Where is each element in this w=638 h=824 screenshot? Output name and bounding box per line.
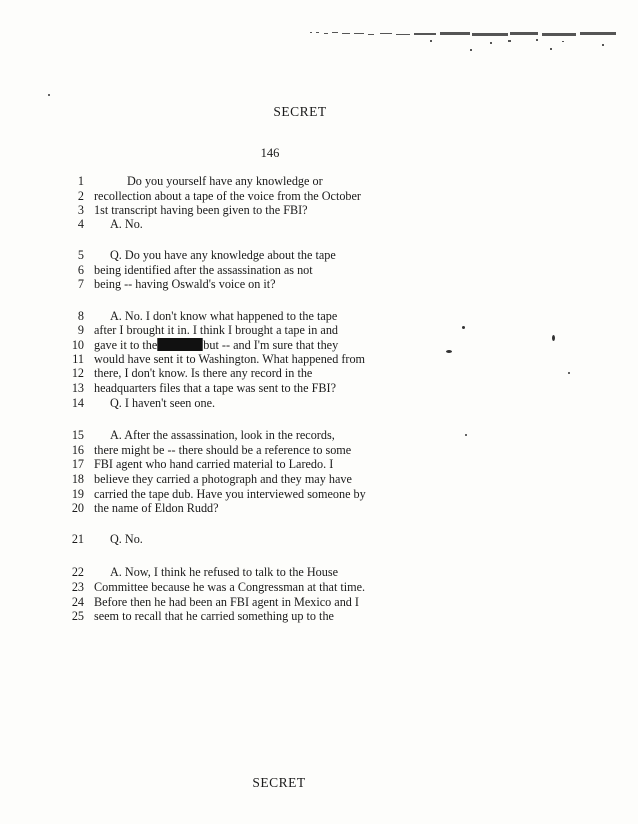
line-number: 20 [71, 501, 84, 515]
transcript-line [60, 263, 313, 278]
line-number: 10 [71, 338, 84, 352]
line-number: 16 [71, 443, 84, 457]
transcript-line [60, 309, 337, 324]
transcript-line [60, 487, 366, 502]
line-number: 15 [71, 428, 84, 442]
transcript-line [60, 595, 359, 610]
line-number: 4 [77, 217, 84, 231]
transcript-line [60, 565, 338, 580]
line-number: 23 [71, 580, 84, 594]
line-text: Committee because he was a Congressman at that time. [94, 580, 366, 594]
scan-speck [446, 350, 452, 353]
line-number: 7 [77, 277, 84, 291]
line-text: being -- having Oswald's voice on it? [94, 277, 276, 291]
line-text: Q. Do you have any knowledge about the tape [110, 248, 336, 262]
line-number: 19 [71, 487, 84, 501]
line-number: 11 [72, 352, 84, 366]
line-number: 3 [77, 203, 84, 217]
transcript-line [60, 323, 338, 338]
line-text: recollection about a tape of the voice from the October [94, 189, 361, 203]
line-text: Q. No. [110, 532, 143, 546]
line-text: there, I don't know. Is there any record in the [94, 366, 313, 380]
line-number: 9 [77, 323, 84, 337]
scan-noise-artifact [310, 28, 620, 52]
transcript-line [60, 277, 276, 292]
page-number: 146 [260, 146, 280, 160]
line-number: 17 [71, 457, 84, 471]
line-text: after I brought it in. I think I brought a tape in and [94, 323, 339, 337]
line-text: would have sent it to Washington. What happened from [94, 352, 366, 366]
line-number: 13 [71, 381, 84, 395]
line-number: 22 [71, 565, 84, 579]
line-number: 21 [71, 532, 84, 546]
line-number: 12 [71, 366, 84, 380]
transcript-line [60, 396, 215, 411]
line-text: Do you yourself have any knowledge or [127, 174, 323, 188]
line-text-after-redaction: but -- and I'm sure that they [203, 338, 339, 352]
scan-speck [462, 326, 465, 329]
line-text: 1st transcript having been given to the FBI? [94, 203, 308, 217]
line-text: Before then he had been an FBI agent in Mexico and I [94, 595, 359, 609]
line-number: 14 [71, 396, 84, 410]
classification-footer: SECRET [252, 775, 306, 790]
transcript-line [60, 352, 365, 367]
line-text: A. After the assassination, look in the records, [110, 428, 335, 442]
transcript-line [60, 174, 323, 189]
line-text: Q. I haven't seen one. [110, 396, 216, 410]
line-text: FBI agent who hand carried material to Laredo. I [94, 457, 334, 471]
transcript-line [60, 189, 361, 204]
scan-speck [465, 434, 467, 436]
transcript-line [60, 217, 143, 232]
transcript-line [60, 457, 333, 472]
line-text: A. Now, I think he refused to talk to the House [110, 565, 339, 579]
line-text: there might be -- there should be a reference to some [94, 443, 352, 457]
scan-speck [48, 94, 50, 96]
transcript-line [60, 501, 219, 516]
scan-speck [568, 372, 570, 374]
scan-speck [552, 335, 555, 341]
transcript-line [60, 248, 336, 263]
line-text: A. No. I don't know what happened to the tape [110, 309, 338, 323]
line-text-before-redaction: gave it to the [94, 338, 158, 352]
transcript-line [60, 338, 338, 353]
line-text: the name of Eldon Rudd? [94, 501, 219, 515]
transcript-line [60, 203, 308, 218]
line-text: being identified after the assassination as not [94, 263, 313, 277]
transcript-line [60, 472, 352, 487]
transcript-line [60, 366, 312, 381]
line-text: A. No. [110, 217, 143, 231]
line-number: 5 [77, 248, 84, 262]
transcript-line [60, 609, 334, 624]
transcript-line [60, 428, 335, 443]
line-number: 18 [71, 472, 84, 486]
line-number: 6 [77, 263, 84, 277]
transcript-line [60, 381, 336, 396]
redaction-block [157, 338, 203, 351]
line-text: believe they carried a photograph and they may have [94, 472, 352, 486]
line-number: 25 [71, 609, 84, 623]
line-text: carried the tape dub. Have you interviewed someone by [94, 487, 366, 501]
line-number: 24 [71, 595, 84, 609]
transcript-line [60, 532, 143, 547]
line-text: seem to recall that he carried something up to the [94, 609, 334, 623]
classification-header: SECRET [273, 104, 327, 119]
line-number: 2 [77, 189, 84, 203]
transcript-line [60, 443, 351, 458]
line-number: 8 [77, 309, 84, 323]
line-text: headquarters files that a tape was sent to the FBI? [94, 381, 336, 395]
line-number: 1 [77, 174, 84, 188]
line-text [94, 338, 338, 353]
transcript-line [60, 580, 365, 595]
